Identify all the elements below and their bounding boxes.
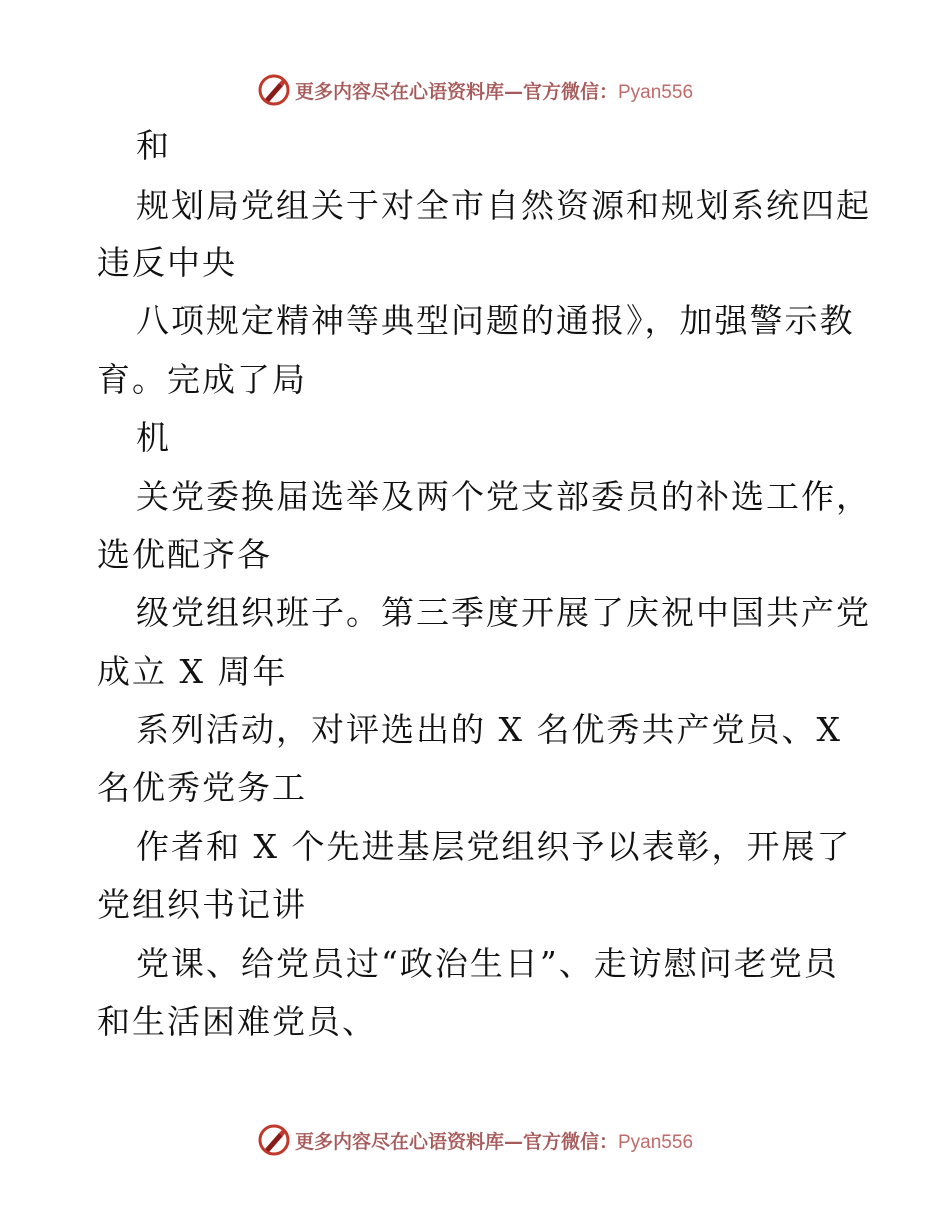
footer-wechat-label: 官方微信：	[522, 1130, 618, 1153]
body-line: 机	[136, 418, 171, 457]
header-banner	[0, 70, 950, 110]
body-line: 作者和 X 个先进基层党组织予以表彰，开展了	[136, 827, 852, 866]
body-line: 违反中央	[97, 243, 237, 282]
header-wechat-id: Pyan556	[618, 81, 694, 103]
body-line: 规划局党组关于对全市自然资源和规划系统四起	[136, 186, 871, 225]
body-line: 八项规定精神等典型问题的通报》，加强警示教	[136, 301, 855, 340]
header-dash: —	[503, 80, 523, 103]
footer-banner	[0, 1120, 950, 1160]
pen-logo-icon	[257, 1123, 291, 1157]
footer-dash: —	[503, 1130, 523, 1153]
body-line: 党组织书记讲	[97, 885, 307, 924]
body-line: 级党组织班子。第三季度开展了庆祝中国共产党	[136, 593, 871, 632]
body-line: 选优配齐各	[97, 535, 272, 574]
body-line: 成立 X 周年	[97, 652, 288, 691]
body-line: 党课、给党员过“政治生日”、走访慰问老党员	[136, 944, 839, 983]
body-line: 关党委换届选举及两个党支部委员的补选工作，	[136, 477, 871, 516]
header-banner-text	[295, 77, 693, 104]
footer-banner-text	[295, 1127, 693, 1154]
body-line: 系列活动，对评选出的 X 名优秀共产党员、X	[136, 710, 842, 749]
body-line: 名优秀党务工	[97, 768, 307, 807]
pen-logo-icon	[257, 73, 291, 107]
body-line: 和	[136, 126, 171, 165]
footer-wechat-id: Pyan556	[618, 1131, 694, 1153]
footer-site-name: 更多内容尽在心语资料库	[294, 1130, 504, 1153]
header-site-name: 更多内容尽在心语资料库	[294, 80, 504, 103]
body-line: 和生活困难党员、	[97, 1002, 377, 1041]
body-line: 育。完成了局	[97, 360, 307, 399]
header-wechat-label: 官方微信：	[522, 80, 618, 103]
